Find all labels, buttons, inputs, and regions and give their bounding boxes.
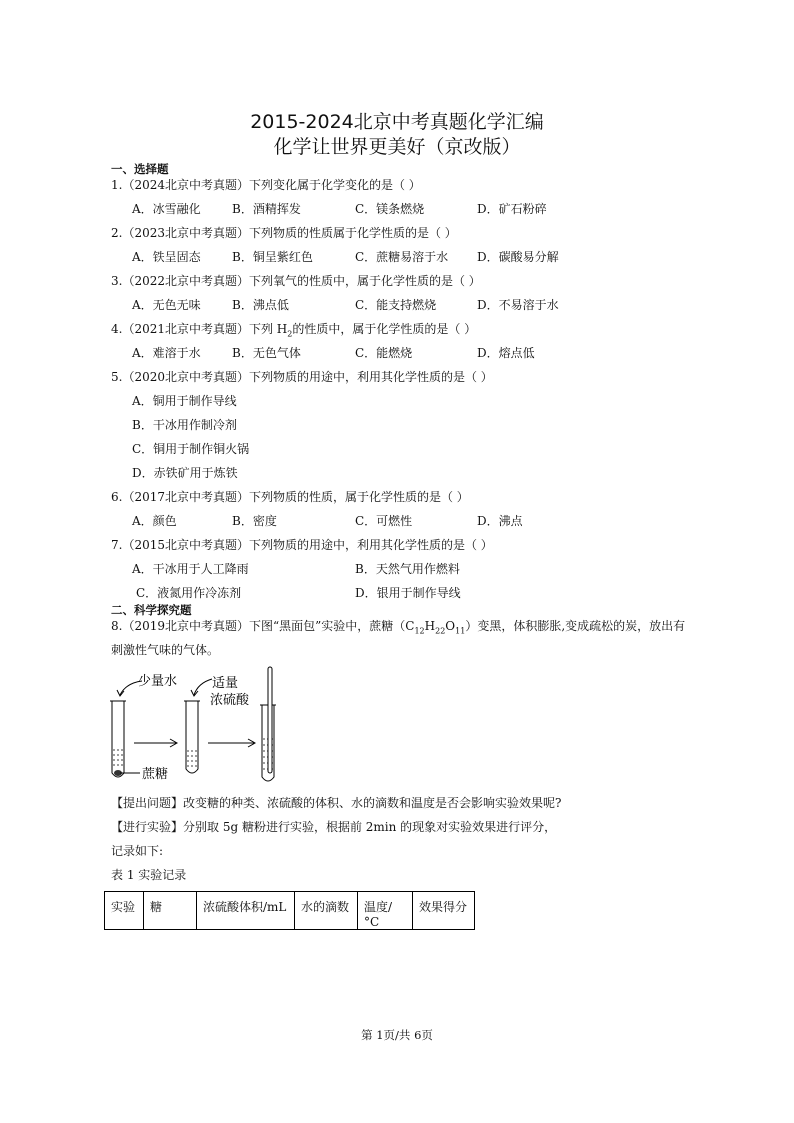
question-3-option-b: B．沸点低 [232, 298, 289, 312]
question-5-option-c: C．铜用于制作铜火锅 [132, 442, 250, 456]
question-6-option-d: D．沸点 [477, 514, 523, 528]
section-heading-choice: 一、选择题 [111, 162, 169, 176]
question-2-stem: 2.（2023北京中考真题）下列物质的性质属于化学性质的是（ ） [111, 226, 457, 240]
question-4-option-d: D．熔点低 [477, 346, 535, 360]
table-header-cell: 效果得分 [413, 892, 475, 930]
question-7-option-c: C．液氮用作冷冻剂 [136, 586, 242, 600]
paragraph-experiment: 【进行实验】分别取 5g 糖粉进行实验，根据前 2min 的现象对实验效果进行评分， [111, 820, 557, 834]
question-4-stem: 4.（2021北京中考真题）下列 $H_2$的性质中，属于化学性质的是（ ） [111, 322, 477, 339]
question-5-option-d: D．赤铁矿用于炼铁 [132, 466, 238, 480]
question-2-option-d: D．碳酸易分解 [477, 250, 559, 264]
question-6-stem: 6.（2017北京中考真题）下列物质的性质，属于化学性质的是（ ） [111, 490, 469, 504]
question-1-stem: 1.（2024北京中考真题）下列变化属于化学变化的是（ ） [111, 178, 421, 192]
question-2-option-b: B．铜呈紫红色 [232, 250, 313, 264]
question-8-stem-cont: 刺激性气味的气体。 [111, 643, 220, 657]
question-1-option-b: B．酒精挥发 [232, 202, 301, 216]
question-5-stem: 5.（2020北京中考真题）下列物质的用途中，利用其化学性质的是（ ） [111, 370, 493, 384]
table-header-cell: 温度/°C [358, 892, 413, 930]
question-2-option-c: C．蔗糖易溶于水 [355, 250, 449, 264]
question-7-option-d: D．银用于制作导线 [355, 586, 461, 600]
question-7-option-a: A．干冰用于人工降雨 [132, 562, 249, 576]
section-heading-inquiry: 二、科学探究题 [111, 603, 192, 617]
question-2-option-a: A．铁呈固态 [132, 250, 201, 264]
test-tube-3 [260, 667, 276, 781]
glass-rod [268, 667, 272, 773]
question-3-stem: 3.（2022北京中考真题）下列氧气的性质中，属于化学性质的是（ ） [111, 274, 481, 288]
question-6-option-c: C．可燃性 [355, 514, 413, 528]
question-1-option-a: A．冰雪融化 [132, 202, 201, 216]
table-header-cell: 实验 [105, 892, 144, 930]
question-7-option-b: B．天然气用作燃料 [355, 562, 460, 576]
question-7-stem: 7.（2015北京中考真题）下列物质的用途中，利用其化学性质的是（ ） [111, 538, 493, 552]
question-6-option-a: A．颜色 [132, 514, 177, 528]
page-footer: 第 1页/共 6页 [361, 1028, 433, 1042]
experiment-record-table [104, 891, 475, 930]
table-header-cell: 浓硫酸体积/mL [197, 892, 295, 930]
black-bread-experiment-figure [104, 665, 304, 790]
question-4-option-a: A．难溶于水 [132, 346, 201, 360]
paragraph-question: 【提出问题】改变糖的种类、浓硫酸的体积、水的滴数和温度是否会影响实验效果呢? [111, 796, 562, 810]
question-1-option-d: D．矿石粉碎 [477, 202, 547, 216]
question-3-option-a: A．无色无味 [132, 298, 201, 312]
table-caption: 表 1 实验记录 [111, 868, 187, 882]
test-tube-2 [184, 701, 200, 773]
table-header-row [105, 892, 475, 930]
question-4-option-b: B．无色气体 [232, 346, 301, 360]
question-8-stem: 8.（2019北京中考真题）下图“黑面包”实验中，蔗糖$(C_{12}H_{22}O_{11})$变黑，体积膨胀,变成疏松的炭，放出有 [111, 619, 686, 636]
test-tube-1 [110, 701, 126, 777]
question-4-option-c: C．能燃烧 [355, 346, 413, 360]
paragraph-record: 记录如下: [111, 844, 164, 858]
question-5-option-a: A．铜用于制作导线 [132, 394, 237, 408]
table-header-cell: 水的滴数 [295, 892, 358, 930]
label-sugar: 蔗糖 [142, 767, 169, 782]
question-3-option-d: D．不易溶于水 [477, 298, 559, 312]
table-header-cell: 糖 [144, 892, 197, 930]
label-water: 少量水 [138, 674, 178, 689]
document-subtitle: 化学让世界更美好（京改版） [273, 136, 521, 158]
question-3-option-c: C．能支持燃烧 [355, 298, 437, 312]
document-title: 2015-2024北京中考真题化学汇编 [250, 111, 544, 133]
question-6-option-b: B．密度 [232, 514, 277, 528]
question-1-option-c: C．镁条燃烧 [355, 202, 425, 216]
label-acid-amount: 适量 [212, 676, 239, 691]
question-5-option-b: B．干冰用作制冷剂 [132, 418, 237, 432]
label-acid: 浓硫酸 [210, 693, 250, 708]
